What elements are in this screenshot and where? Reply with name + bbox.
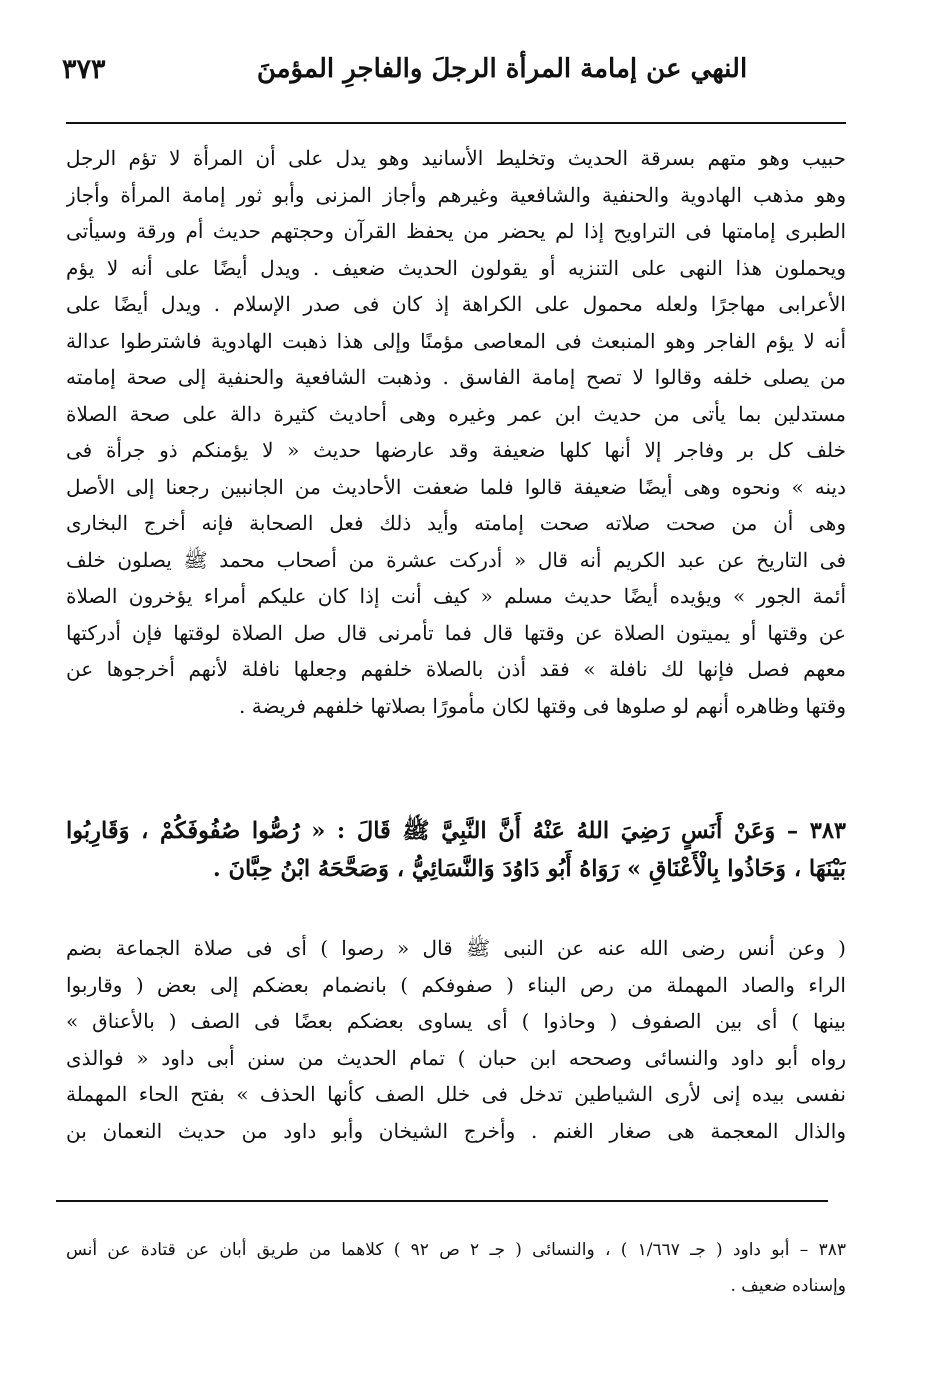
text-line: رواه أبو داود والنسائى وصححه ابن حبان ) تمام الحديث من سنن أبى داود « فوالذى — [66, 1045, 846, 1070]
text-line: حبيب وهو متهم بسرقة الحديث وتخليط الأسانيد وهو يدل على أن المرأة لا تؤم الرجل — [66, 146, 846, 170]
header-rule — [66, 122, 846, 124]
text-line: ويحملون هذا النهى على التنزيه أو يقولون الحديث ضعيف . ويدل أيضًا على أنه لا يؤم — [66, 255, 846, 280]
text-line: عن وقتها أو يميتون الصلاة عن وقتها قال فما تأمرنى قال صل الصلاة لوقتها فإن أدركتها — [66, 620, 846, 645]
commentary-paragraph-2 — [66, 930, 846, 1149]
text-line: الراء والصاد المهملة من رص البناء ( صفوفكم ) بانضمام بعضكم إلى بعض ( وقاربوا — [66, 972, 846, 997]
text-line: من يصلى خلفه وقالوا لا تصح إمامة الفاسق . وذهبت الشافعية والحنفية إلى صحة إمامته — [66, 365, 846, 389]
text-line: الطبرى إمامتها فى التراويح إذا لم يحضر من يحفظ القرآن وحجتهم حديث أم ورقة وسيأتى — [66, 219, 846, 243]
hadith-text — [66, 812, 846, 888]
footnote-rule — [56, 1200, 828, 1202]
hadith-line: بَيْنَهَا ، وَحَاذُوا بِالْأَعْنَاقِ » رَوَاهُ أَبُو دَاوُدَ وَالنَّسَائِيُّ ، وَصَحَّحَهُ ابْنُ حِبَّانَ . — [212, 856, 846, 882]
chapter-title: النهي عن إمامة المرأة الرجلَ والفاجرِ المؤمنَ — [256, 54, 748, 84]
text-line: أئمة الجور » ويؤيده أيضًا حديث مسلم « كيف أنت إذا كان عليكم أمراء يؤخرون الصلاة — [66, 584, 846, 608]
commentary-paragraph-1 — [66, 140, 846, 724]
text-line: الأعرابى مهاجرًا ولعله محمول على الكراهة إذ كان فى صدر الإسلام . ويدل أيضًا على — [66, 292, 846, 316]
text-line: والذال المعجمة هى صغار الغنم . وأخرج الشيخان وأبو داود من حديث النعمان بن — [66, 1118, 846, 1143]
text-line: وهو مذهب الهادوية والحنفية والشافعية وغيرهم وأجاز المزنى وأبو ثور إمامة المرأة وأجاز — [66, 182, 846, 207]
footnote — [66, 1232, 846, 1304]
text-line: نفسى بيده إنى لأرى الشياطين تدخل فى خلل الصف كأنها الحذف » بفتح الحاء المهملة — [66, 1082, 846, 1106]
text-line: بينها ) أى بين الصفوف ( وحاذوا ) أى يساوى بعضكم بعضًا فى الصف ( بالأعناق » — [66, 1009, 846, 1033]
text-line: مستدلين بما يأتى من حديث ابن عمر وغيره وهى أحاديث كثيرة دالة على صحة الصلاة — [66, 401, 846, 426]
footnote-line: وإسناده ضعيف . — [730, 1276, 846, 1296]
text-line: أنه لا يؤم الفاجر وهو المنبعث فى المعاصى مؤمنًا وإلى هذا ذهبت الهادوية فاشترطوا عدالة — [66, 328, 846, 353]
text-line: خلف كل بر وفاجر إلا أنها كلها ضعيفة وقد عارضها حديث « لا يؤمنكم ذو جرأة فى — [66, 438, 846, 462]
text-line: فى التاريخ عن عبد الكريم أنه قال « أدركت عشرة من أصحاب محمد ﷺ يصلون خلف — [66, 547, 846, 572]
text-line: ( وعن أنس رضى الله عنه عن النبى ﷺ قال « رصوا ) أى فى صلاة الجماعة بضم — [66, 936, 846, 960]
text-line: وقتها وظاهره أنهم لو صلوها فى وقتها لكان مأمورًا بصلاتها خلفهم فريضة . — [239, 693, 846, 718]
running-header — [62, 40, 848, 102]
hadith-line: ٣٨٣ – وَعَنْ أَنَسٍ رَضِيَ اللهُ عَنْهُ أَنَّ النَّبِيَّ ﷺ قَالَ : « رُصُّوا صُفُوفَكُمْ ، وَقَارِبُوا — [66, 818, 846, 844]
text-line: دينه » ونحوه وهى أيضًا ضعيفة قالوا فلما ضعفت الأحاديث من الجانبين رجعنا إلى الأصل — [66, 474, 846, 499]
footnote-line: ٣٨٣ – أبو داود ( جـ ١/٦٦٧ ) ، والنسائى ( جـ ٢ ص ٩٢ ) كلاهما من طريق أبان عن قتادة عن أنس — [66, 1240, 846, 1260]
text-line: معهم فصل فإنها لك نافلة » فقد أذن بالصلاة خلفهم وجعلها نافلة لأنهم أخرجوها عن — [66, 657, 846, 681]
text-line: وهى أن من صحت صلاته صحت إمامته وأيد ذلك فعل الصحابة فإنه أخرج البخارى — [66, 511, 846, 535]
page-number: ٣٧٣ — [62, 54, 106, 85]
